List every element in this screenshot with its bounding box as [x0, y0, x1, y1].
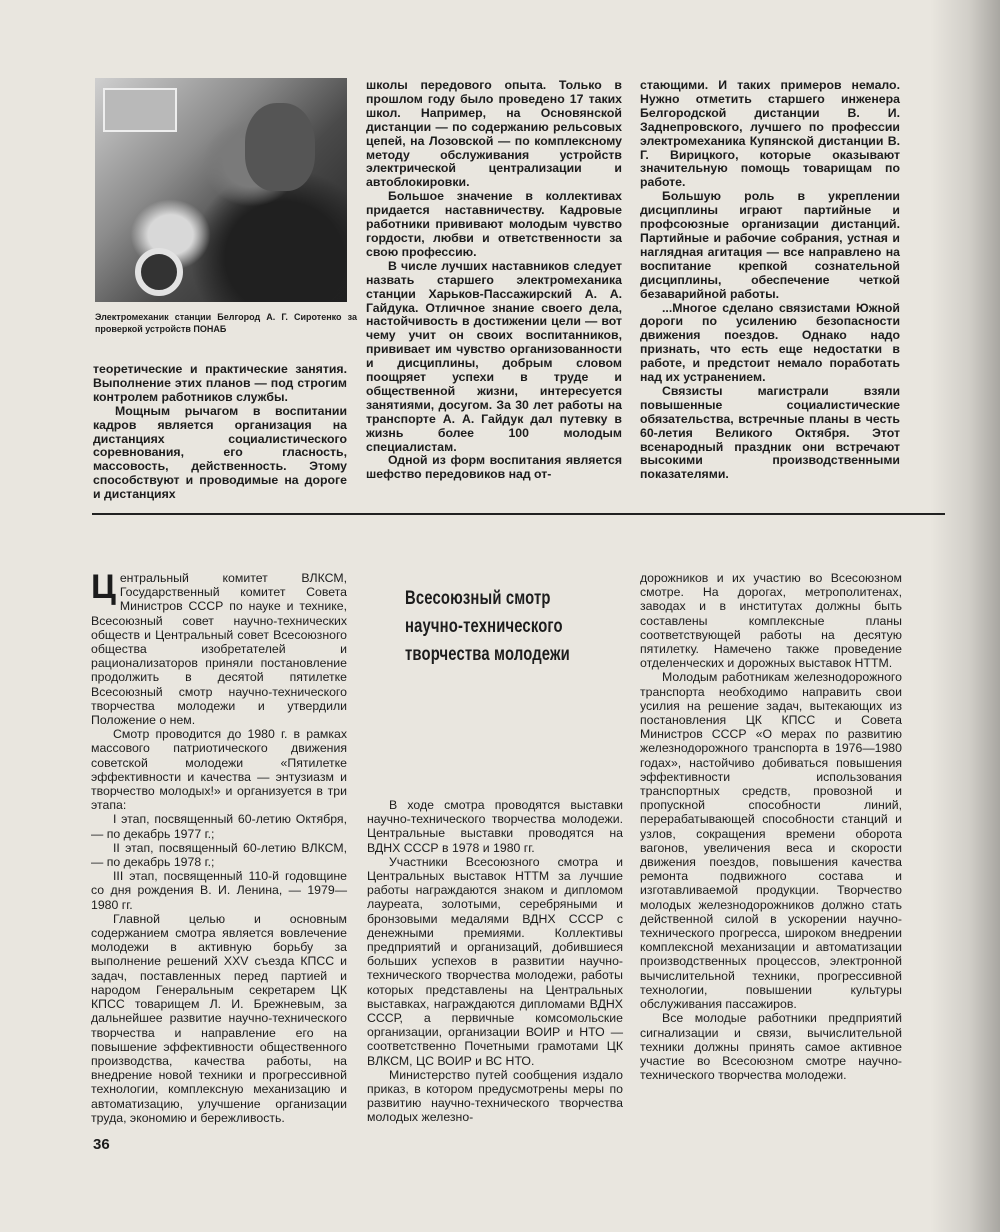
paragraph: Большое значение в коллективах придается наставничеству. Кадровые работники прививают молодым чувство гордости, любви и ответственности за свою профессию. [366, 189, 622, 259]
paragraph: Министерство путей сообщения издало приказ, в котором предусмотрены меры по развитию научно-технического творчества молодых железно- [367, 1067, 623, 1125]
article-column-1 [91, 568, 347, 1125]
paragraph: Одной из форм воспитания является шефство передовиков над от- [366, 453, 622, 482]
paragraph: Все молодые работники предприятий сигнализации и связи, вычислительной техники должны принять самое активное участие во Всесоюзном смотре научно-технического творчества молодежи. [640, 1011, 902, 1083]
photo-person [245, 103, 315, 191]
paragraph: В ходе смотра проводятся выставки научно-технического творчества молодежи. Центральные выставки проводятся на ВДНХ СССР в 1978 и 1980 гг. [367, 798, 623, 855]
paragraph: Мощным рычагом в воспитании кадров является организация на дистанциях социалистического соревнования, его гласность, массовость, действенность. Этому способствуют и проводимые на дороге и дистанциях [93, 403, 347, 502]
photo-dial [135, 248, 183, 296]
article-column-2 [367, 798, 623, 1125]
paragraph: I этап, посвященный 60-летию Октября, — по декабрь 1977 г.; [91, 812, 347, 841]
photo-equipment-panel [103, 88, 177, 132]
paragraph: II этап, посвященный 60-летию ВЛКСМ, — по декабрь 1978 г.; [91, 840, 347, 870]
paragraph [91, 568, 347, 728]
article-column-3 [640, 571, 902, 1082]
drop-cap: Ц [91, 568, 116, 606]
paragraph: ...Многое сделано связистами Южной дороги по усилению безопасности движения поездов. Однако надо признать, что есть еще недостатки в работе, и предстоит немало поработать над их устранением. [640, 300, 900, 385]
headline-line: научно-технического [405, 616, 563, 637]
paragraph: Молодым работникам железнодорожного транспорта необходимо направить свои усилия на решение задач, вытекающих из постановления ЦК КПСС и Совета Министров СССР «О мерах по развитию железнодорожного транспорта в 1976—1980 годах», настойчиво добиваться повышения эффективности использования транспортных средств, провозной и пропускной способности линий, перерабатывающей способности станций и узлов, сокращения времени оборота вагонов, увеличения веса и скорости движения поездов, повышения качества ремонта подвижного состава и изготавливаемой продукции. Творчество молодых железнодорожников должно стать действенной силой в ускорении научно-технического прогресса, широком внедрении комплексной механизации и автоматизации производственных процессов, электронной вычислительной техники, прогрессивной технологии, повышении культуры обслуживания пассажиров. [640, 670, 902, 1012]
upper-column-1 [93, 363, 347, 502]
photo-electromechanic [95, 78, 347, 302]
paragraph: Участники Всесоюзного смотра и Центральных выставок НТТМ за лучшие работы награждаются знаком и дипломом лауреата, золотыми, серебряными и бронзовыми медалями ВДНХ СССР с денежными премиями. Коллективы предприятий и организаций, добившиеся больших успехов в развитии научно-технического творчества молодежи, работы которых представлены на Центральных выставках, награждаются дипломами ВДНХ СССР, а первичные комсомольские организации, организации ВОИР и НТО — соответственно Почетными грамотами ЦК ВЛКСМ, ЦС ВОИР и ВС НТО. [367, 854, 623, 1068]
upper-column-2 [366, 79, 622, 482]
binding-shadow [930, 0, 1000, 1232]
upper-column-3 [640, 79, 900, 482]
paragraph: Главной целью и основным содержанием смотра является вовлечение молодежи в активную борьбу за выполнение решений XXV съезда КПСС и задач, поставленных перед партией и народом Генеральным секретарем ЦК КПСС товарищем Л. И. Брежневым, за дальнейшее развитие научно-технического творчества и направление его на повышение эффективности общественного производства, качества работы, на внедрение новой техники и прогрессивной технологии, комплексную механизацию и автоматизацию, улучшение организации труда, экономию и бережливость. [91, 911, 347, 1125]
section-divider [92, 513, 945, 515]
headline-line: творчества молодежи [405, 644, 570, 665]
headline-line: Всесоюзный смотр [405, 588, 551, 609]
paragraph: школы передового опыта. Только в прошлом году было проведено 17 таких школ. Например, на Основянской дистанции — по содержанию рельсовых цепей, на Лозовской — по комплексному методу обслуживания устройств электрической централизации и автоблокировки. [366, 78, 622, 190]
paragraph: теоретические и практические занятия. Выполнение этих планов — под строгим контролем работников службы. [93, 362, 347, 404]
paragraph: В числе лучших наставников следует назвать старшего электромеханика станции Харьков-Пассажирский А. А. Гайдука. Отличное знание своего дела, настойчивость в достижении цели — вот чему учит он своих воспитанников, прививает им чувство организованности и дисциплины, добрым словом поощряет успехи в труде и общественной жизни, интересуется занятиями, досугом. За 30 лет работы на транспорте А. А. Гайдук дал путевку в жизнь более 100 молодым специалистам. [366, 258, 622, 454]
paragraph: дорожников и их участию во Всесоюзном смотре. На дорогах, метрополитенах, заводах и в институтах должны быть составлены комплексные планы соответствующей работы на десятую пятилетку. Намечено также проведение отделенческих и дорожных выставок НТТМ. [640, 571, 902, 671]
paragraph: III этап, посвященный 110-й годовщине со дня рождения В. И. Ленина, — 1979—1980 гг. [91, 869, 347, 912]
paragraph: Связисты магистрали взяли повышенные социалистические обязательства, встречные планы в честь 60-летия Великого Октября. Этот всенародный праздник они встречают высокими производственными показателями. [640, 383, 900, 482]
paragraph-text: ентральный комитет ВЛКСМ, Государственный комитет Совета Министров СССР по науке и технике, Всесоюзный совет научно-технических обществ и Центральный совет Всесоюзного общества изобретателей и рационализаторов приняли постановление продолжить в десятой пятилетке Всесоюзный смотр научно-технического творчества молодежи и утвердили Положение о нем. [91, 571, 347, 728]
paragraph: стающими. И таких примеров немало. Нужно отметить старшего инженера Белгородской дистанции В. И. Заднепровского, лучшего по профессии электромеханика Купянской дистанции В. Г. Вирицкого, которые оказывают значительную помощь товарищам по работе. [640, 78, 900, 190]
paragraph: Большую роль в укреплении дисциплины играют партийные и профсоюзные организации дистанций. Партийные и рабочие собрания, устная и наглядная агитация — все направлено на воспитание крепкой сознательной дисциплины, обеспечение четкой безаварийной работы. [640, 189, 900, 301]
page-number: 36 [93, 1136, 110, 1153]
paragraph: Смотр проводится до 1980 г. в рамках массового патриотического движения советской молодежи «Пятилетке эффективности и качества — энтузиазм и творчество молодых!» и организуется в три этапа: [91, 727, 347, 813]
article-headline [405, 585, 570, 669]
photo-caption: Электромеханик станции Белгород А. Г. Сиротенко за проверкой устройств ПОНАБ [95, 312, 357, 334]
